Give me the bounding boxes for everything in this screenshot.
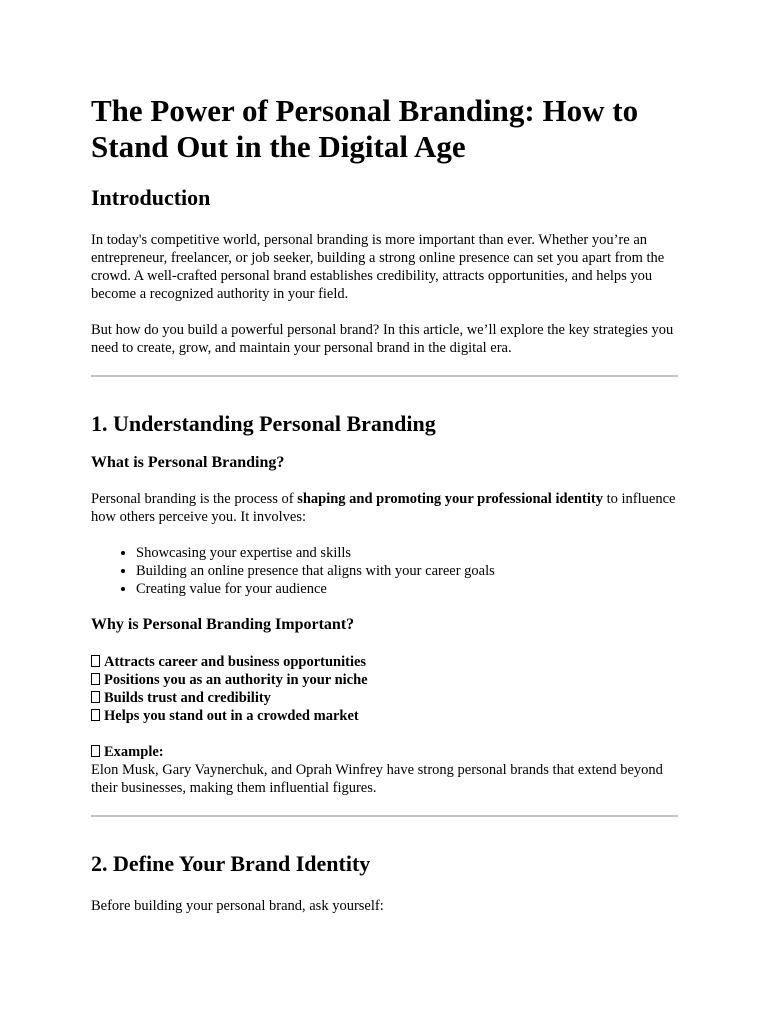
- missing-glyph-icon: [91, 709, 100, 721]
- section-1-subheading-why: Why is Personal Branding Important?: [91, 616, 355, 633]
- benefit-item: [91, 707, 678, 725]
- section-1-subheading-what: What is Personal Branding?: [91, 454, 285, 471]
- benefits-list: [91, 653, 678, 725]
- benefit-text: Positions you as an authority in your niche: [104, 672, 368, 688]
- definition-bold-phrase: shaping and promoting your professional identity: [297, 491, 603, 507]
- intro-paragraph-1: In today's competitive world, personal branding is more important than ever. Whether you’re an entrepreneur, freelancer, or job seeker, building a strong online presence can set you apart from the crowd. A well-crafted personal brand establishes credibility, attracts opportunities, and helps you become a recognized authority in your field.: [91, 232, 665, 302]
- section-divider: [91, 375, 678, 377]
- section-1-heading: 1. Understanding Personal Branding: [91, 411, 436, 436]
- benefit-item: [91, 689, 678, 707]
- missing-glyph-icon: [91, 745, 100, 757]
- benefit-item: [91, 671, 678, 689]
- missing-glyph-icon: [91, 691, 100, 703]
- benefit-text: Helps you stand out in a crowded market: [104, 708, 359, 724]
- definition-text-end: to influence how others perceive you. It involves:: [91, 491, 676, 525]
- section-2-heading: 2. Define Your Brand Identity: [91, 851, 371, 876]
- section-divider: [91, 815, 678, 817]
- list-item: • Creating value for your audience: [136, 580, 678, 598]
- benefit-text: Builds trust and credibility: [104, 690, 271, 706]
- intro-paragraph-2: But how do you build a powerful personal brand? In this article, we’ll explore the key strategies you need to create, grow, and maintain your personal brand in the digital era.: [91, 322, 674, 356]
- example-paragraph: Elon Musk, Gary Vaynerchuk, and Oprah Winfrey have strong personal brands that extend beyond their businesses, making them influential figures.: [91, 762, 663, 796]
- list-item: • Showcasing your expertise and skills: [136, 544, 678, 562]
- section-1-definition-paragraph: [91, 490, 678, 526]
- example-label-text: Example:: [104, 744, 164, 760]
- involves-list: [91, 544, 678, 598]
- missing-glyph-icon: [91, 655, 100, 667]
- section-2-paragraph: Before building your personal brand, ask yourself:: [91, 898, 384, 914]
- benefit-text: Attracts career and business opportunities: [104, 654, 367, 670]
- intro-heading: Introduction: [91, 185, 211, 210]
- article-title: The Power of Personal Branding: How to Stand Out in the Digital Age: [91, 93, 639, 164]
- definition-text-start: Personal branding is the process of: [91, 491, 298, 507]
- benefit-item: [91, 653, 678, 671]
- list-item: • Building an online presence that aligns with your career goals: [136, 562, 678, 580]
- missing-glyph-icon: [91, 673, 100, 685]
- example-label: [91, 743, 678, 761]
